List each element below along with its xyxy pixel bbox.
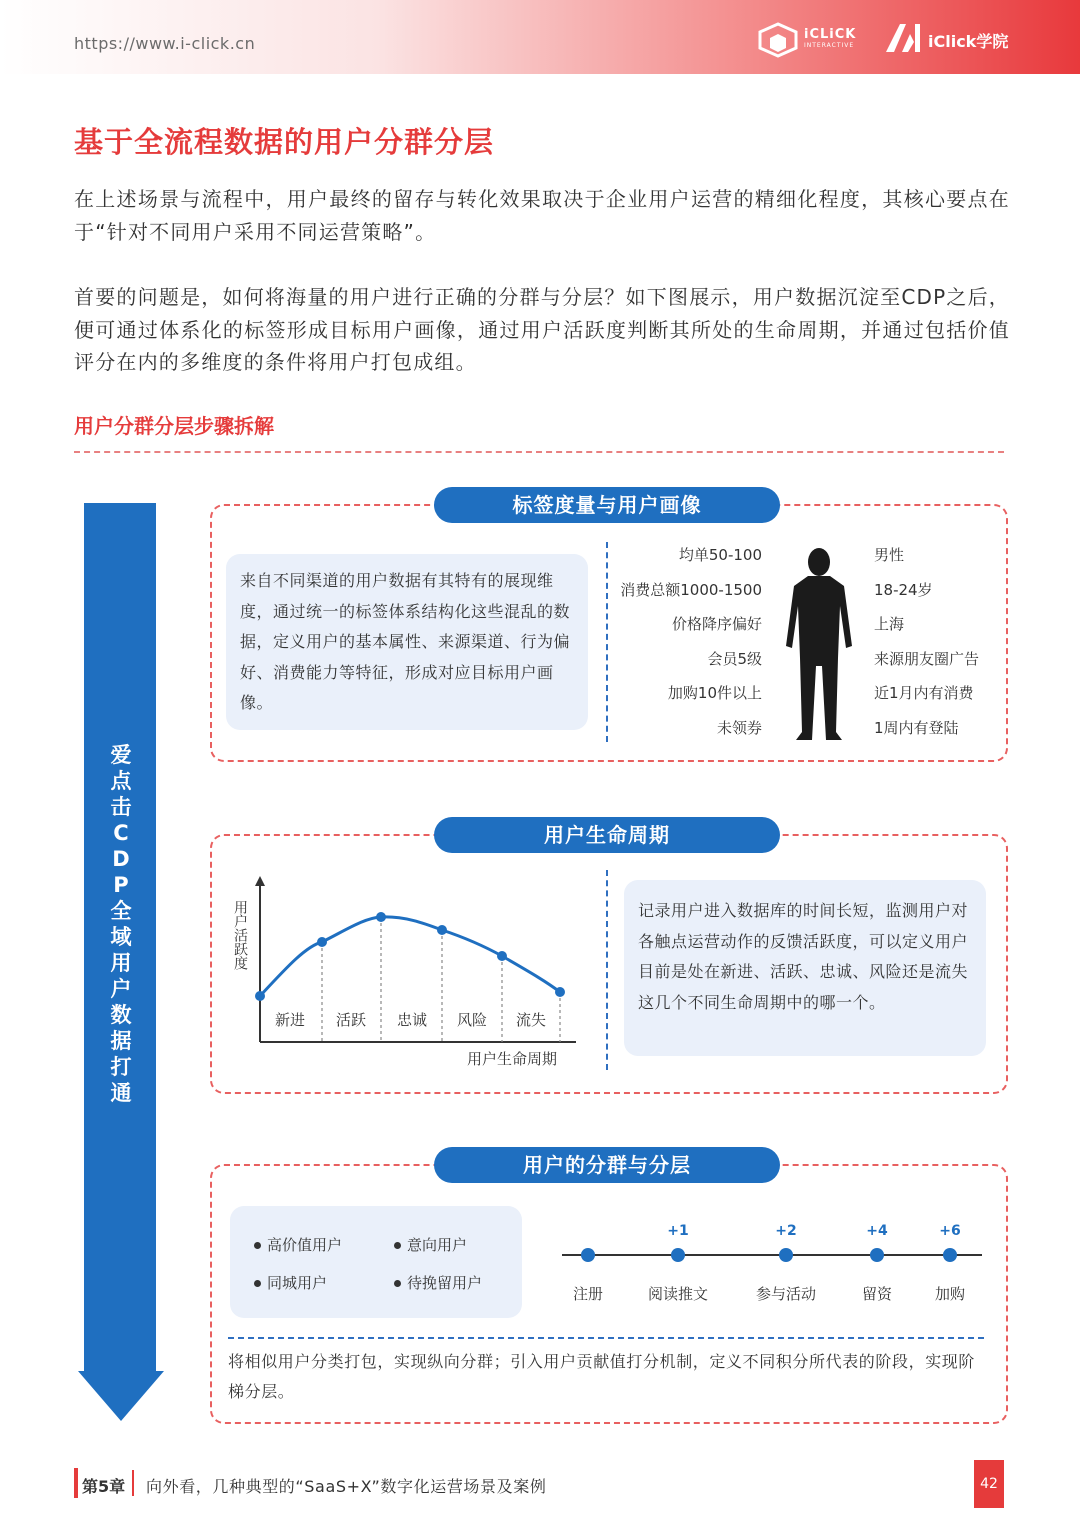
site-url[interactable]: https://www.i-click.cn [74,34,256,53]
arrow-label: 爱点击CDP 全域用户数据打通 [110,743,132,1105]
bullet-icon [254,1280,261,1287]
segment-item: 同城用户 [254,1272,327,1293]
tag-item: 18-24岁 [874,581,933,599]
segmentation-description: 将相似用户分类打包，实现纵向分群；引入用户贡献值打分机制，定义不同积分所代表的阶段，实现阶梯分层。 [228,1352,976,1401]
tag-item: 上海 [874,615,905,633]
timeline-node [870,1248,884,1262]
section-subtitle: 用户分群分层步骤拆解 [74,414,274,438]
step-label: 注册 [572,1285,604,1303]
curve-point [555,987,565,997]
tag-item: 消费总额1000-1500 [620,581,762,599]
stage-label: 活跃 [335,1011,367,1029]
bullet-icon [394,1280,401,1287]
curve-point [317,937,327,947]
logo2-text: iClick学院 [928,32,1009,51]
timeline-node [779,1248,793,1262]
tag-item: 均单50-100 [678,546,762,564]
score-label: +6 [939,1223,961,1239]
footer-chapter: 第5章 [82,1477,126,1496]
curve-point [376,912,386,922]
stage-label: 流失 [515,1011,547,1029]
tag-item: 加购10件以上 [667,684,762,702]
y-axis-label: 用户活跃度 [232,900,248,970]
footer-separator [132,1470,134,1496]
segmentation-title: 用户的分群与分层 [434,1147,780,1183]
curve-point [255,991,265,1001]
tag-portrait-title: 标签度量与用户画像 [434,487,780,523]
score-label: +4 [866,1223,888,1239]
logo1-text: iCLiCK [804,27,857,42]
activity-curve [260,917,560,996]
lifecycle-chart [226,872,586,1072]
stage-label: 忠诚 [396,1011,428,1029]
score-timeline [560,1218,990,1318]
timeline-node [671,1248,685,1262]
user-silhouette-icon [782,546,856,742]
tag-item: 来源朋友圈广告 [874,650,980,668]
page-header [0,0,1080,74]
left-tag-list [592,544,762,744]
score-label: +2 [775,1223,797,1239]
logo1-subtext: INTERACTIVE [804,42,855,49]
stage-label: 风险 [456,1011,488,1029]
bullet-icon [394,1242,401,1249]
step-label: 阅读推文 [647,1285,709,1303]
tag-description-card [226,554,588,730]
page-number: 42 [974,1460,1004,1508]
lifecycle-title: 用户生命周期 [434,817,780,853]
tag-item: 未领券 [716,719,762,737]
lifecycle-description: 记录用户进入数据库的时间长短，监测用户对各触点运营动作的反馈活跃度，可以定义用户目前是处在新进、活跃、忠诚、风险还是流失这几个不同生命周期中的哪一个。 [638,901,969,1012]
curve-point [437,925,447,935]
step-label: 加购 [934,1285,966,1303]
footer-accent [74,1468,78,1498]
step-label: 参与活动 [755,1285,817,1303]
iclick-interactive-logo [758,20,868,60]
step-label: 留资 [861,1285,893,1303]
section2-divider [606,870,608,1070]
x-axis-label: 用户生命周期 [466,1050,558,1068]
score-label: +1 [667,1223,689,1239]
section3-divider [228,1337,984,1339]
segment-item: 高价值用户 [254,1234,342,1255]
segment-item: 意向用户 [394,1234,467,1255]
tag-item: 近1月内有消费 [874,684,974,702]
academy-ai-icon [884,22,922,54]
curve-point [497,951,507,961]
page-title: 基于全流程数据的用户分群分层 [74,125,495,159]
tag-item: 会员5级 [707,650,762,668]
bullet-icon [254,1242,261,1249]
footer-title: 向外看，几种典型的“SaaS+X”数字化运营场景及案例 [146,1477,547,1496]
tag-item: 价格降序偏好 [671,615,762,633]
iclick-cube-icon [758,22,798,58]
segment-item: 待挽留用户 [394,1272,482,1293]
stage-label: 新进 [274,1011,306,1029]
subtitle-divider [74,451,1004,453]
iclick-academy-logo [884,22,1014,56]
timeline-node [943,1248,957,1262]
timeline-node [581,1248,595,1262]
tag-item: 1周内有登陆 [874,719,959,737]
intro-paragraph-1: 在上述场景与流程中，用户最终的留存与转化效果取决于企业用户运营的精细化程度，其核心要点在于“针对不同用户采用不同运营策略”。 [74,187,1010,244]
intro-paragraph-2: 首要的问题是，如何将海量的用户进行正确的分群与分层？如下图展示，用户数据沉淀至CDP之后，便可通过体系化的标签形成目标用户画像，通过用户活跃度判断其所处的生命周期，并通过包括价值评分在内的多维度的条件将用户打包成组。 [74,285,1010,374]
tag-item: 男性 [874,546,905,564]
segments-card [230,1206,522,1318]
lifecycle-description-card [624,880,986,1056]
tag-description: 来自不同渠道的用户数据有其特有的展现维度，通过统一的标签体系结构化这些混乱的数据，定义用户的基本属性、来源渠道、行为偏好、消费能力等特征，形成对应目标用户画像。 [240,571,571,712]
y-axis-arrow [255,876,265,886]
